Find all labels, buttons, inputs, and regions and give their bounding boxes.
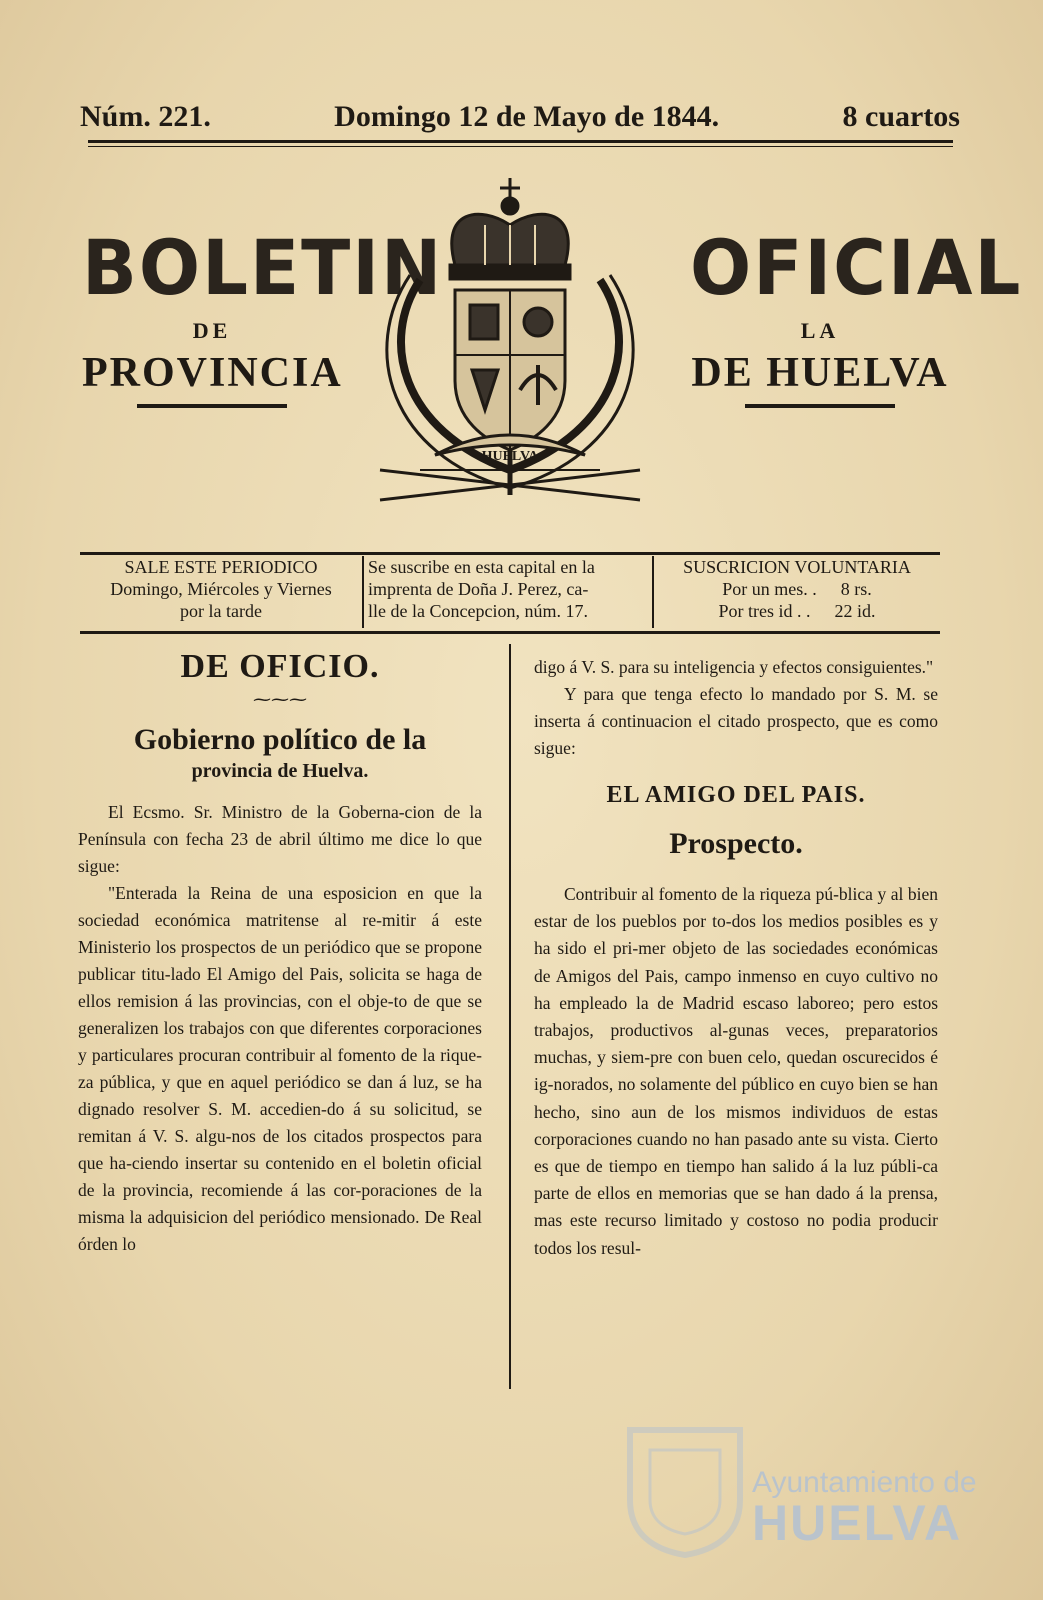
- title-left-rule: [137, 404, 287, 408]
- location-line: lle de la Concepcion, núm. 17.: [368, 601, 588, 621]
- schedule-line: por la tarde: [180, 601, 262, 621]
- article-heading: Gobierno político de la: [133, 723, 427, 756]
- issue-price: 8 cuartos: [842, 100, 960, 133]
- crest-ribbon-text: HUELVA: [481, 449, 539, 464]
- masthead-rule-thin: [88, 146, 953, 147]
- title-word-de: DE: [192, 318, 232, 343]
- watermark-line1: Ayuntamiento de: [752, 1466, 977, 1499]
- price-value: 8 rs.: [840, 579, 872, 599]
- right-column: [534, 654, 938, 1262]
- prospect-heading: Prospecto.: [669, 827, 803, 860]
- prospect-title: EL AMIGO DEL PAIS.: [606, 782, 866, 808]
- price-value: 22 id.: [834, 601, 876, 621]
- title-word-la: LA: [800, 318, 840, 343]
- title-left-block: [82, 223, 444, 408]
- prospect-paragraph: Contribuir al fomento de la riqueza pú-blica y al bien estar de los pueblos por to-dos los medios posibles es y ha sido el pri-mer objeto de las sociedades económicas de Amigos del Pais, campo inmenso en cuyo cultivo no ha empleado la de Madrid escaso laboreo; pero estos trabajos, productivos al-gunas veces, preparatorios muchas, y siem-pre con buen celo, quedan oscurecidos é ig-norados, no solamente del público en cuyo bien se han hecho, sino aun de los mismos individuos de estas corporaciones cuando no han pasado ante su vista. Cierto es que de tiempo en tiempo han salido á la luz públi-ca parte de ellos en memorias que se han dado á la prensa, mas este recurso limitado y costoso no podia producir todos los resul-: [534, 884, 938, 1258]
- issue-number: Núm. 221.: [80, 100, 211, 133]
- title-right-rule: [745, 404, 895, 408]
- info-rule-top: [80, 552, 940, 555]
- subscription-prices: [654, 556, 940, 628]
- title-word-boletin: BOLETIN: [82, 223, 444, 313]
- location-line: imprenta de Doña J. Perez, ca-: [368, 579, 589, 599]
- schedule-line: Domingo, Miércoles y Viernes: [110, 579, 332, 599]
- prices-title: SUSCRICION VOLUNTARIA: [683, 557, 911, 577]
- price-label: Por tres id . .: [718, 601, 811, 621]
- subscription-info: [80, 556, 940, 628]
- title-word-provincia: PROVINCIA: [82, 350, 343, 396]
- subscription-location: [364, 556, 654, 628]
- price-label: Por un mes. .: [722, 579, 817, 599]
- location-line: Se suscribe en esta capital en la: [368, 557, 595, 577]
- article-paragraph: digo á V. S. para su inteligencia y efectos consiguientes.": [534, 657, 934, 677]
- watermark-line2: HUELVA: [752, 1495, 963, 1551]
- left-column: [78, 648, 482, 1258]
- coat-of-arms-icon: [360, 170, 660, 520]
- price-row: [658, 578, 936, 600]
- masthead-topline: [80, 100, 960, 140]
- article-paragraph: "Enterada la Reina de una esposicion en que la sociedad económica matritense al re-mitir á este Ministerio los prospectos de un periódico que se propone publicar titu-lado El Amigo del Pais, solicita se haga de ellos remision á las provincias, con el obje-to de que se generalizen los trabajos con que diferentes corporaciones y particulares procuran contribuir al fomento de la rique-za pública, y que en aquel periódico se dan á luz, se ha dignado resolver S. M. accedien-do á su solicitud, se remitan á V. S. algu-nos de los citados prospectos para que ha-ciendo insertar su contenido en el boletin oficial de la provincia, recomiende á las cor-poraciones de la misma la adquisicion del periódico mensionado. De Real órden lo: [78, 883, 482, 1254]
- article-paragraph: Y para que tenga efecto lo mandado por S. M. se inserta á continuacion el citado prospecto, que es como sigue:: [534, 684, 938, 758]
- price-row: [658, 600, 936, 622]
- title-word-de-huelva: DE HUELVA: [691, 350, 949, 396]
- title-word-oficial: OFICIAL: [690, 223, 1023, 313]
- ornament-icon: ⁓⁓⁓: [253, 689, 307, 709]
- article-paragraph: El Ecsmo. Sr. Ministro de la Goberna-cion de la Península con fecha 23 de abril último me dice lo que sigue:: [78, 802, 482, 876]
- publication-schedule: [80, 556, 364, 628]
- masthead-rule: [88, 140, 953, 143]
- title-right-block: [690, 223, 1023, 408]
- issue-date: Domingo 12 de Mayo de 1844.: [334, 100, 720, 133]
- section-heading: DE OFICIO.: [180, 648, 380, 685]
- schedule-line: SALE ESTE PERIODICO: [124, 557, 318, 577]
- info-rule-bottom: [80, 631, 940, 634]
- article-subheading: provincia de Huelva.: [191, 760, 369, 782]
- column-divider: [509, 644, 511, 1389]
